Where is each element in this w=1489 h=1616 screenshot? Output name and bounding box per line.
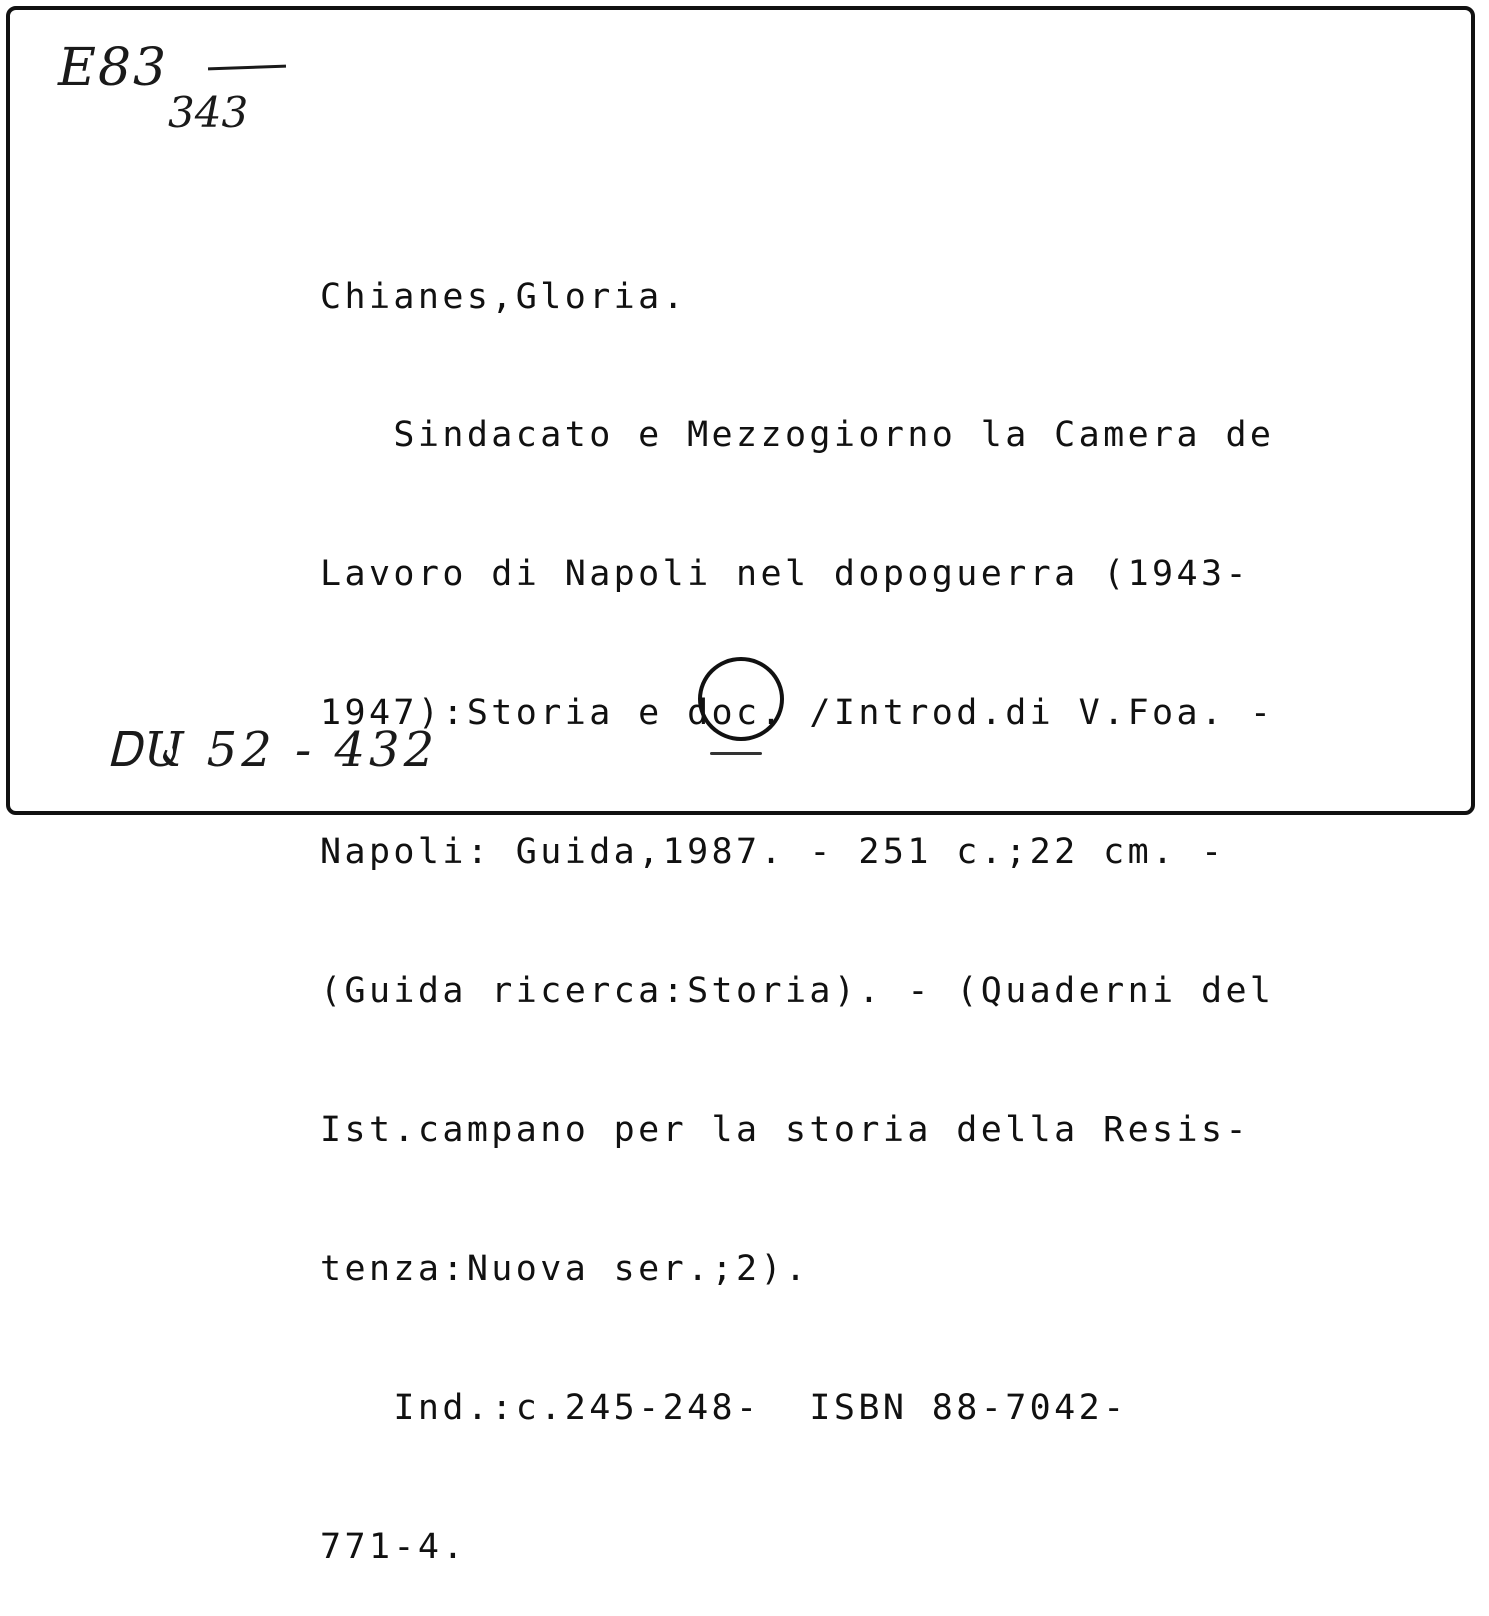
entry-author: Chianes,Gloria. (320, 276, 688, 317)
entry-line: Lavoro di Napoli nel dopoguerra (1943- (320, 554, 1250, 595)
punch-hole-mark (710, 752, 762, 755)
shelfmark-top: E83 (58, 38, 169, 98)
entry-line: 771-4. (320, 1526, 467, 1567)
entry-line: Napoli: Guida,1987. - 251 c.;22 cm. - (320, 832, 1226, 873)
entry-line: Sindacato e Mezzogiorno la Camera de (320, 415, 1275, 456)
bibliographic-entry (320, 181, 1480, 1616)
entry-line: Ind.:c.245-248- ISBN 88-7042- (320, 1387, 1128, 1428)
shelfmark-subnumber: 343 (168, 88, 249, 137)
entry-line: tenza:Nuova ser.;2). (320, 1248, 810, 1289)
entry-line: 1947):Storia e doc. /Introd.di V.Foa. - (320, 693, 1275, 734)
entry-line: Ist.campano per la storia della Resis- (320, 1109, 1250, 1150)
shelfmark-bottom: ᎠԱ 52 - 432 (108, 722, 439, 778)
entry-line: (Guida ricerca:Storia). - (Quaderni del (320, 971, 1275, 1012)
punch-hole (698, 657, 784, 741)
